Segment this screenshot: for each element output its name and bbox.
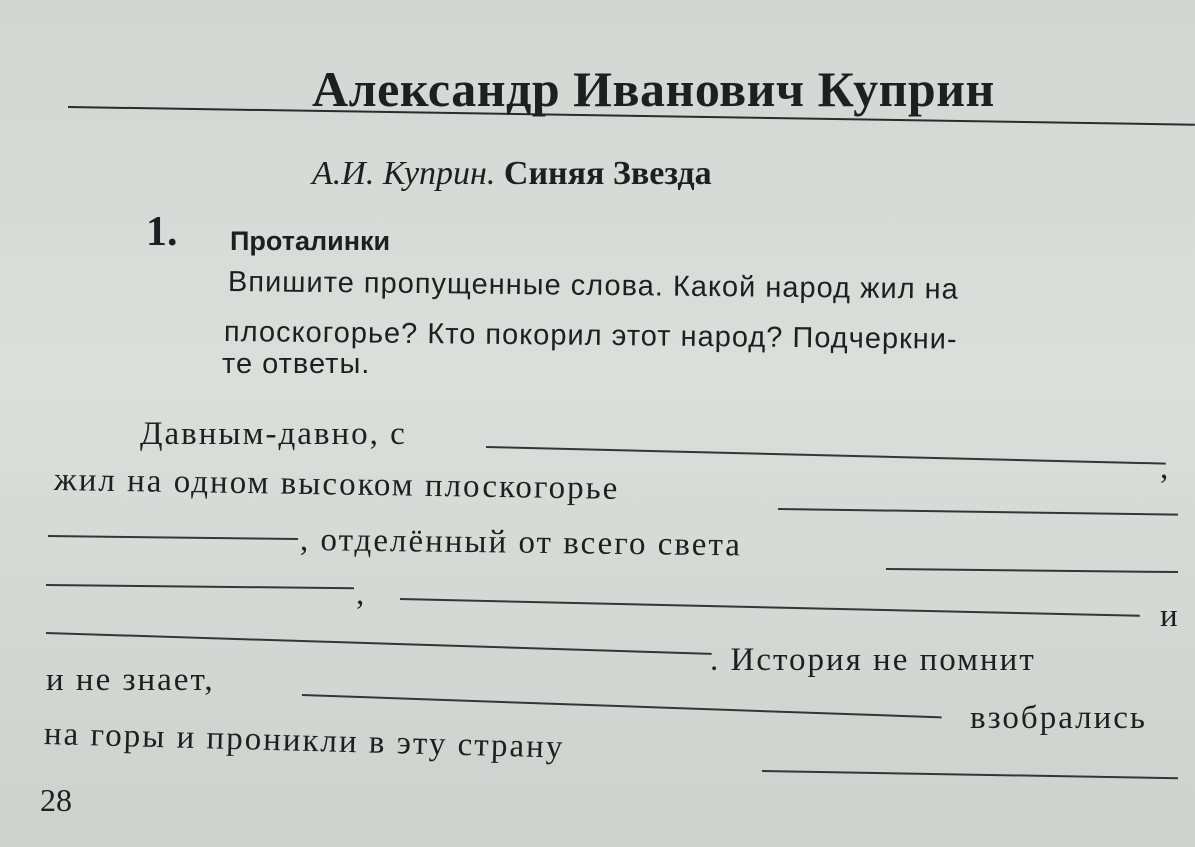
exercise-text: и bbox=[1160, 598, 1180, 634]
instruction-line: плоскогорье? Кто покорил этот народ? Подчеркни- bbox=[223, 316, 958, 356]
story-author: А.И. Куприн. bbox=[312, 155, 496, 192]
instruction-line: Впишите пропущенные слова. Какой народ жил на bbox=[227, 266, 959, 306]
task-name: Проталинки bbox=[230, 226, 391, 256]
exercise-text: . История не помнит bbox=[710, 642, 1036, 678]
exercise-text: и не знает, bbox=[46, 662, 215, 698]
exercise-text: на горы и проникли в эту страну bbox=[43, 716, 565, 766]
answer-blank[interactable] bbox=[886, 568, 1178, 573]
task-number: 1. bbox=[146, 209, 178, 255]
exercise-text: Давным-давно, с bbox=[140, 416, 407, 452]
story-heading bbox=[312, 155, 712, 193]
author-title: Александр Иванович Куприн bbox=[312, 61, 995, 117]
answer-blank[interactable] bbox=[778, 508, 1178, 516]
page-number: 28 bbox=[40, 782, 72, 818]
answer-blank[interactable] bbox=[486, 446, 1166, 465]
answer-blank[interactable] bbox=[762, 770, 1178, 779]
answer-blank[interactable] bbox=[302, 694, 942, 718]
exercise-text: , bbox=[1160, 450, 1171, 486]
exercise-text: взобрались bbox=[970, 700, 1147, 736]
exercise-text: , отделённый от всего света bbox=[299, 522, 743, 564]
answer-blank[interactable] bbox=[46, 632, 712, 655]
answer-blank[interactable] bbox=[46, 584, 354, 589]
answer-blank[interactable] bbox=[48, 535, 298, 540]
story-title: Синяя Звезда bbox=[503, 155, 712, 192]
exercise-text: жил на одном высоком плоскогорье bbox=[53, 462, 620, 507]
answer-blank[interactable] bbox=[400, 598, 1140, 617]
instruction-line: те ответы. bbox=[222, 348, 371, 380]
exercise-text: , bbox=[356, 576, 367, 612]
